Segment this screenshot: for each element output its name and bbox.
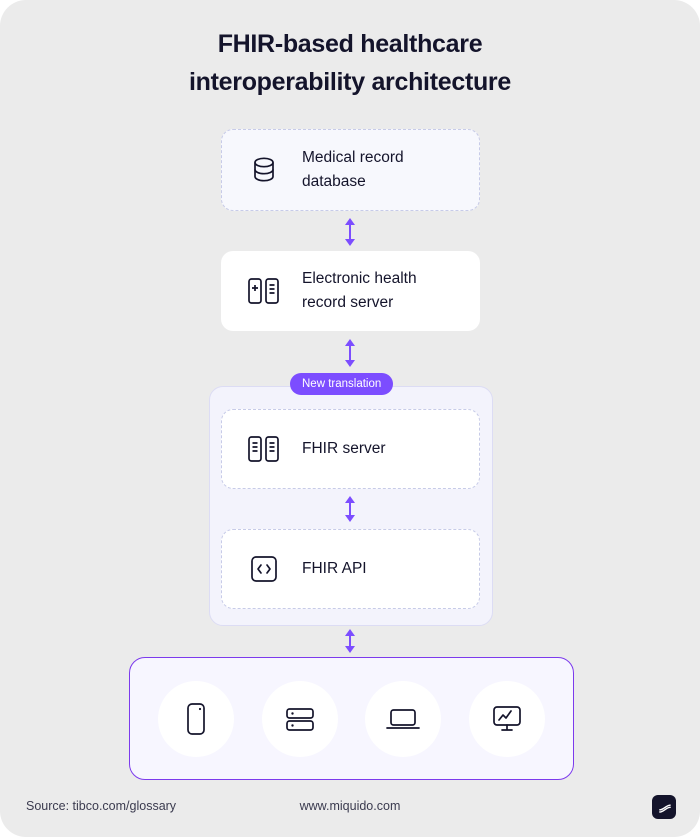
device-monitor-chart: [469, 681, 545, 757]
ehr-label-line-2: record server: [302, 294, 394, 311]
arrow-fhir-server-to-api: [341, 496, 359, 522]
node-ehr-server-label: [302, 267, 417, 315]
arrow-stem: [349, 503, 351, 515]
db-label-line-1: Medical record: [302, 148, 404, 166]
node-medical-record-database-label: [302, 146, 404, 194]
node-fhir-api: [221, 529, 480, 609]
server-icon: [283, 704, 317, 734]
device-server: [262, 681, 338, 757]
code-brackets-icon: [236, 554, 292, 584]
smartphone-icon: [183, 702, 209, 736]
node-fhir-server: [221, 409, 480, 489]
node-medical-record-database: [221, 129, 480, 211]
laptop-icon: [385, 704, 421, 734]
status-badge-new-translation: [290, 373, 393, 395]
status-badge-label: New translation: [302, 378, 382, 390]
db-label-line-2: database: [302, 173, 366, 190]
brand-logo-icon: [652, 795, 676, 819]
server-rack-icon: [236, 434, 292, 464]
page-title-line-1: FHIR-based healthcare: [217, 30, 483, 58]
server-rack-icon: [236, 276, 292, 306]
arrow-head-up: [345, 339, 355, 346]
node-fhir-server-label: FHIR server: [302, 439, 386, 457]
page-title-line-2: interoperability architecture: [189, 67, 511, 96]
arrow-fhir-group-to-devices: [341, 629, 359, 653]
arrow-stem: [349, 346, 351, 360]
arrow-head-down: [345, 360, 355, 367]
device-list: [130, 658, 573, 779]
arrow-head-down: [345, 239, 355, 246]
arrow-head-up: [345, 629, 355, 636]
node-ehr-server: [221, 251, 480, 331]
arrow-head-up: [345, 496, 355, 503]
arrow-head-down: [345, 515, 355, 522]
arrow-stem: [349, 636, 351, 646]
arrow-ehr-to-fhir-group: [341, 339, 359, 367]
arrow-head-up: [345, 218, 355, 225]
footer-url: www.miquido.com: [299, 799, 401, 813]
footer-source: Source: tibco.com/glossary: [26, 799, 177, 813]
monitor-chart-icon: [490, 703, 524, 735]
arrow-db-to-ehr: [341, 218, 359, 246]
page-title: [0, 26, 700, 101]
device-laptop: [365, 681, 441, 757]
arrow-head-down: [345, 646, 355, 653]
ehr-label-line-1: Electronic health: [302, 269, 417, 287]
node-fhir-api-label: FHIR API: [302, 559, 367, 577]
database-icon: [236, 155, 292, 185]
arrow-stem: [349, 225, 351, 239]
device-smartphone: [158, 681, 234, 757]
group-client-devices: [129, 657, 574, 780]
